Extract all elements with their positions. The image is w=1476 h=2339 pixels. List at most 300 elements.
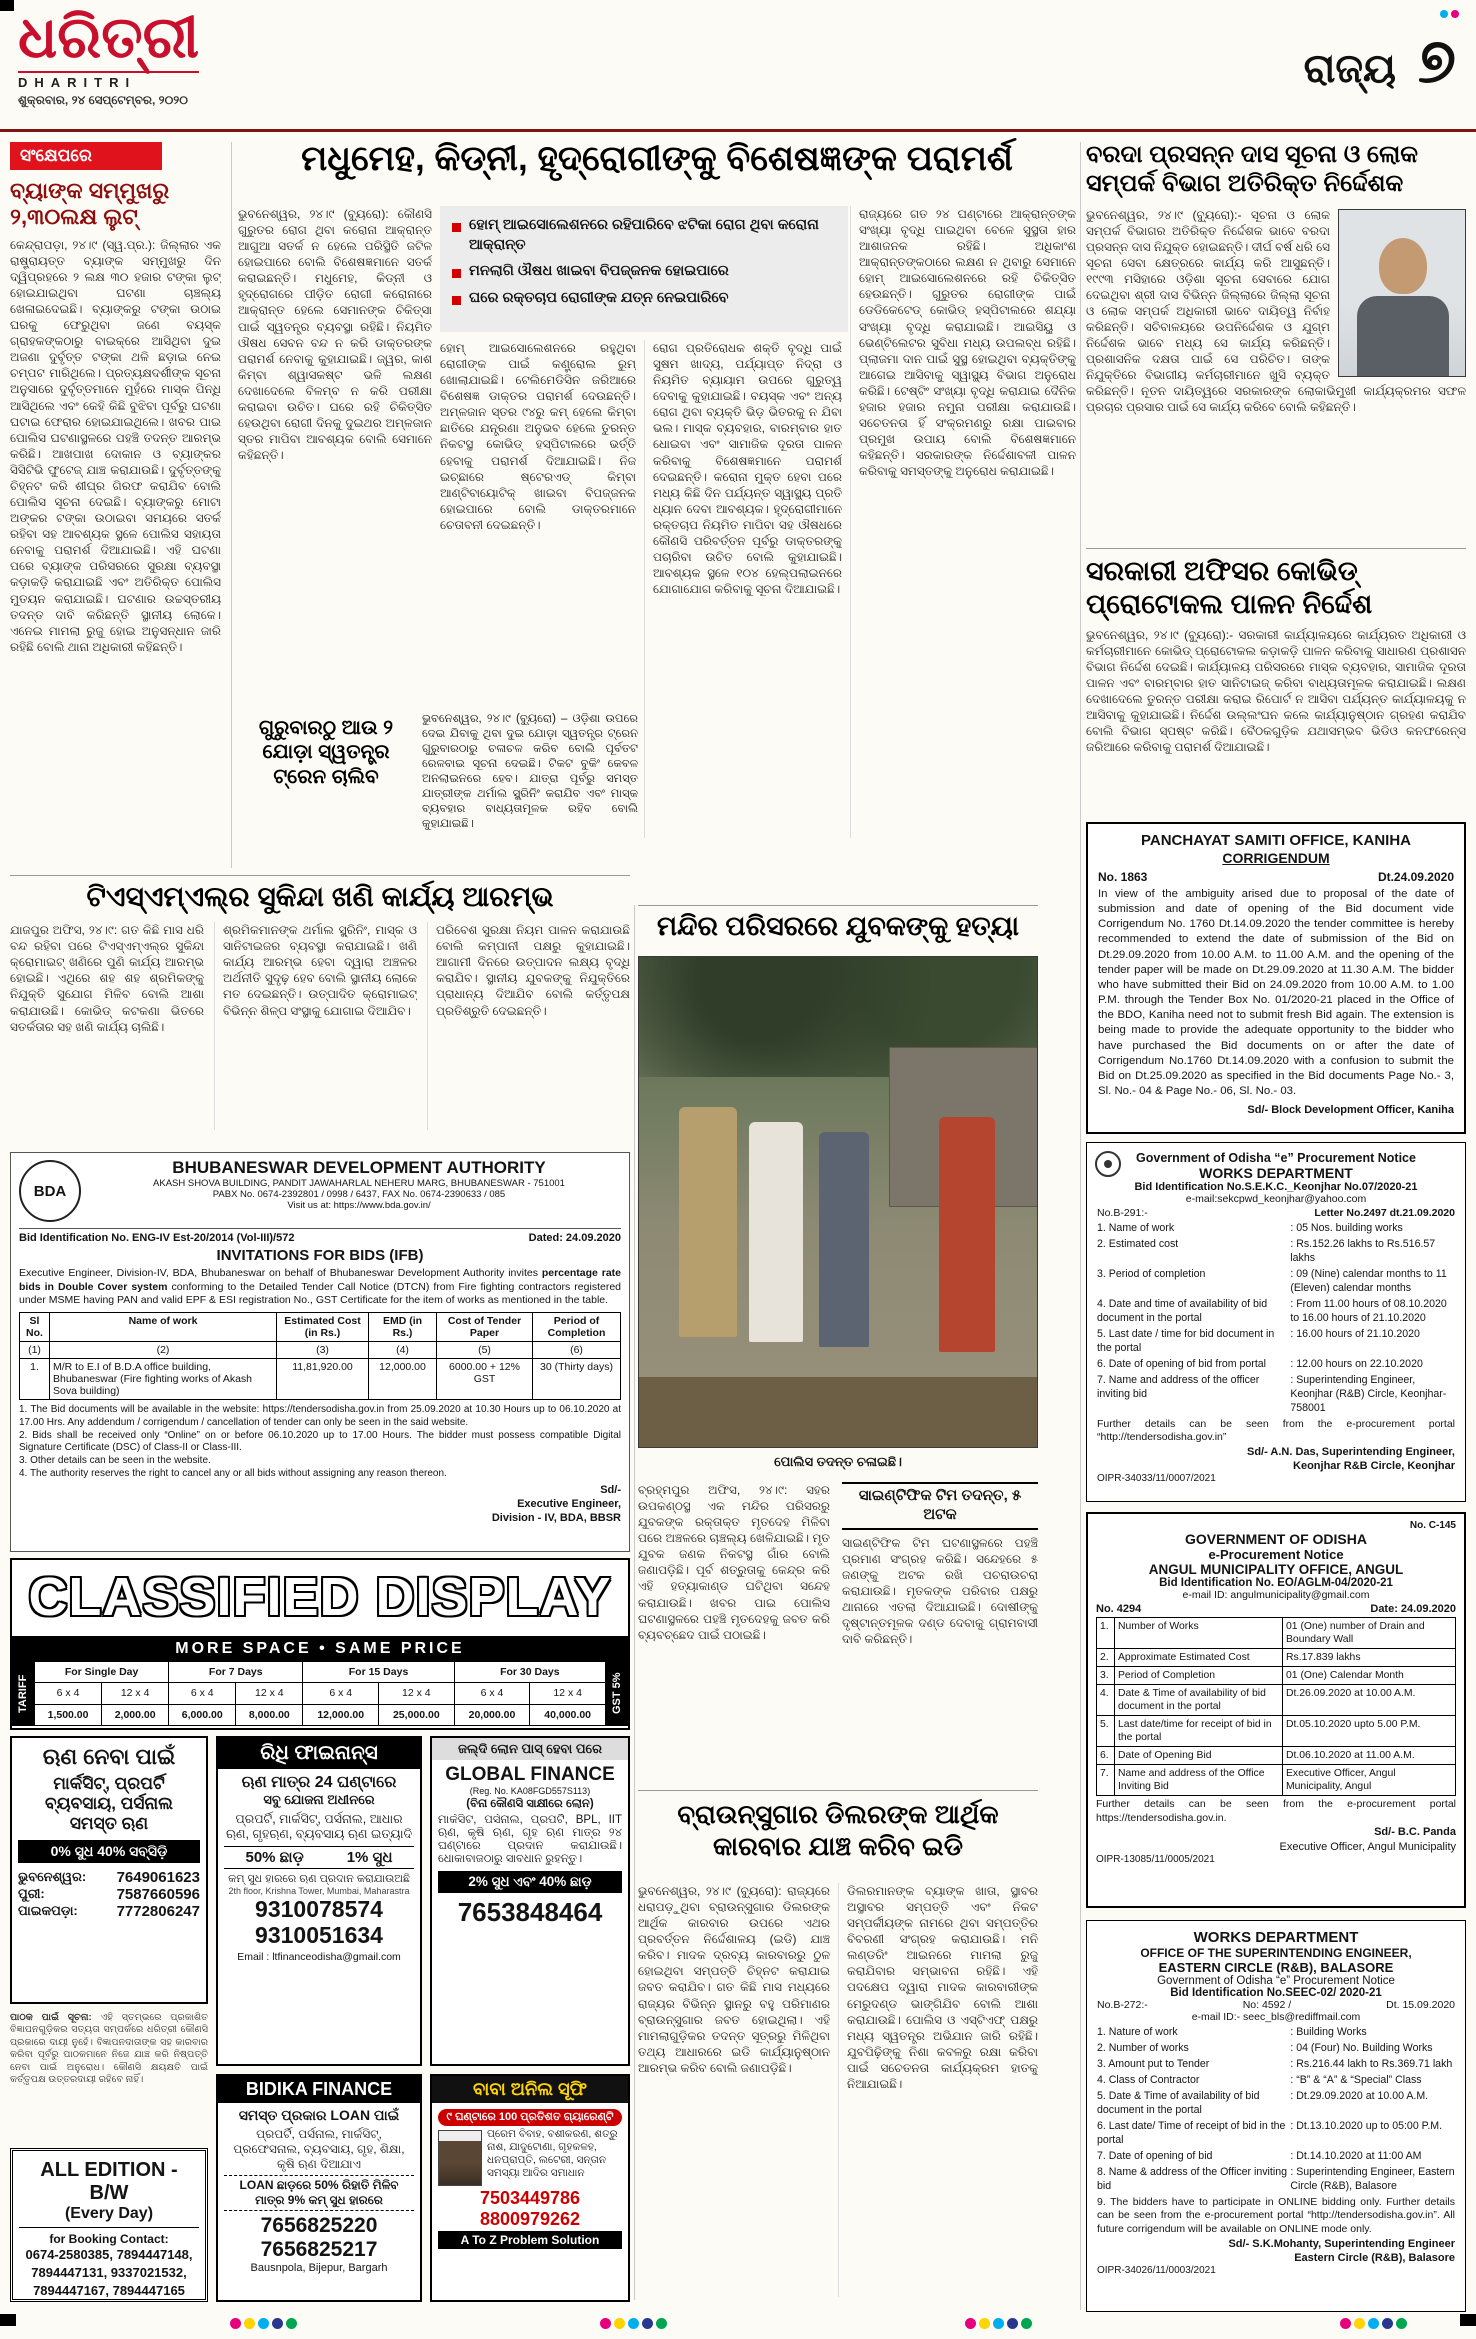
ridhi-note: କମ୍ ସୁଧ ହାରରେ ଋଣ ପ୍ରଦାନ କରାଯାଉଅଛି (228, 1873, 410, 1885)
all-edition-contact-label: for Booking Contact: (49, 2232, 169, 2246)
table-row (1097, 1618, 1456, 1649)
ridhi-name: ରିଧି ଫାଇନାନ୍ସ (218, 1738, 420, 1769)
cyan-dot (258, 2318, 269, 2329)
notice-row (1097, 2026, 1455, 2040)
balasore-email: e-mail ID:- seec_bls@rediffmail.com (1191, 2011, 1361, 2023)
balasore-ref: No.B-272:- (1097, 1999, 1148, 2011)
all-edition-ad (10, 2148, 208, 2302)
bidika-finance-ad (216, 2074, 422, 2302)
highlight-bullet-box (440, 206, 848, 332)
price-cell: 1,500.00 (35, 1704, 102, 1725)
cell-work: M/R to E.I of B.D.A office building, Bhubaneswar (Fire fighting works of Akash Sova building) (50, 1358, 277, 1399)
cyan-mark (1440, 10, 1448, 18)
row-label: 4. Date and time of availability of bid document in the portal (1097, 1297, 1268, 1324)
logo-latin-text: DHARITRI (18, 71, 199, 90)
table-row (20, 1358, 621, 1399)
size-cell: 12 x 4 (102, 1683, 169, 1704)
main-col1: ଭୁବନେଶ୍ୱର, ୨୪।୯ (ବ୍ୟୁରୋ): କୌଣସି ଗୁରୁତର ରୋଗ ଥିବା କରୋନା ଆକ୍ରାନ୍ତ ଆଗୁଆ ସତର୍କ ନ ହେଲେ ପରିସ୍ଥିତି ଜଟିଳ ହୋଇପାରେ ବୋଲି ବିଶେଷଜ୍ଞମାନେ ସତର୍କ କରାଇଛନ୍ତି। ମଧୁମେହ, କିଡ୍‌ନୀ ଓ ହୃଦ୍‌ରୋଗରେ ପୀଡ଼ିତ ରୋଗୀ କରୋନାରେ ଆକ୍ରାନ୍ତ ହେଲେ ସେମାନଙ୍କ ଚିକିତ୍ସା ପାଇଁ ସ୍ୱତନ୍ତ୍ର ବ୍ୟବସ୍ଥା ରହିଛି। ନିୟମିତ ଔଷଧ ସେବନ ବନ୍ଦ ନ କରି ଡାକ୍ତରଙ୍କ ପରାମର୍ଶ ନେବାକୁ କୁହାଯାଇଛି। ଜ୍ୱର, କାଶ କିମ୍ବା ଶ୍ୱାସକଷ୍ଟ ଭଳି ଲକ୍ଷଣ ଦେଖାଦେଲେ ବିଳମ୍ବ ନ କରି ପରୀକ୍ଷା କରାଇବା ଉଚିତ। ଘରେ ରହି ଚିକିତ୍ସିତ ହେଉଥିବା ରୋଗୀ ଦିନକୁ ଦୁଇଥର ଅମ୍ଳଜାନ ସ୍ତର ମାପିବା ଆବଶ୍ୟକ ବୋଲି ସେମାନେ କହିଛନ୍ତି। (238, 207, 432, 463)
tariff-label: TARIFF (12, 1661, 34, 1726)
yellow-dot (244, 2318, 255, 2329)
bda-note: 3. Other details can be seen in the website. (19, 1455, 211, 1467)
cell-emd: 12,000.00 (369, 1358, 437, 1399)
cyan-dot (1368, 2318, 1379, 2329)
bullet-square-icon (452, 269, 461, 278)
magenta-dot (965, 2318, 976, 2329)
row-value: : 04 (Four) No. Building Works (1290, 2042, 1455, 2056)
yellow-dot (614, 2318, 625, 2329)
bidika-sub: ସମସ୍ତ ପ୍ରକାର LOAN ପାଇଁ (238, 2107, 400, 2123)
murder-headline: ମନ୍ଦିର ପରିସରରେ ଯୁବକଙ୍କୁ ହତ୍ୟା (656, 911, 1020, 941)
row-label: 7. Date of opening of bid (1097, 2149, 1213, 2162)
disclaimer-title: ପାଠକ ପାଇଁ ସୂଚନା: (10, 2012, 92, 2023)
notice-row (1097, 2058, 1455, 2072)
angul-sign2: Executive Officer, Angul Municipality (1279, 1840, 1456, 1853)
loan-ad (10, 1736, 208, 2004)
baba-name: ବାବା ଅନିଲ ସୂଫି (432, 2076, 628, 2103)
row-value: : “B” & “A” & “Special” Class (1290, 2074, 1455, 2088)
keonjhar-ref: No.B-291:- (1097, 1207, 1148, 1219)
bda-address1: AKASH SHOVA BUILDING, PANDIT JAWAHARLAL NEHERU MARG, BHUBANESWAR - 751001 (153, 1178, 565, 1189)
murder-col2-wrap (842, 1482, 1038, 1778)
bda-bid-row (19, 1228, 621, 1244)
balasore-ref-row (1097, 1999, 1455, 2011)
phone-label: ପାଇକପଡ଼ା: (18, 1903, 78, 1918)
brief-body: କେନ୍ଦ୍ରାପଡ଼ା, ୨୪।୯ (ସ୍ୱ.ପ୍ର.): ଜିଲ୍ଲାର ଏକ ରାଷ୍ଟ୍ରାୟତ୍ତ ବ୍ୟାଙ୍କ ସମ୍ମୁଖରୁ ଦିନ ଦ୍ୱିପ୍ରହରେ ୨ ଲକ୍ଷ ୩୦ ହଜାର ଟଙ୍କା ଲୁଟ୍ ହୋଇଯାଇଥିବା ଘଟଣା ଚାଞ୍ଚଲ୍ୟ ଖେଳାଇଦେଇଛି। ବ୍ୟାଙ୍କରୁ ଟଙ୍କା ଉଠାଇ ଘରକୁ ଫେରୁଥିବା ଜଣେ ବୟସ୍କ ଗ୍ରାହକଙ୍କଠାରୁ ବାଇକ୍‌ରେ ଆସିଥିବା ଦୁଇ ଅଜଣା ଦୁର୍ବୃତ୍ତ ଟଙ୍କା ଥଳି ଛଡ଼ାଇ ନେଇ ଚମ୍ପଟ ମାରିଥିଲେ। ପ୍ରତ୍ୟକ୍ଷଦର୍ଶୀଙ୍କ ସୂଚନା ଅନୁସାରେ ଦୁର୍ବୃତ୍ତମାନେ ମୁହଁରେ ମାସ୍କ ପିନ୍ଧି ଆସିଥିଲେ ଏବଂ କେହି କିଛି ବୁଝିବା ପୂର୍ବରୁ ଘଟଣା ଘଟାଇ ଫେରାର ହୋଇଯାଇଥିଲେ। ଖବର ପାଇ ପୋଲିସ ଘଟଣାସ୍ଥଳରେ ପହଞ୍ଚି ତଦନ୍ତ ଆରମ୍ଭ କରିଛି। ଆଖପାଖ ଦୋକାନ ଓ ବ୍ୟାଙ୍କର ସିସିଟିଭି ଫୁଟେଜ୍ ଯାଞ୍ଚ କରାଯାଉଛି। ଦୁର୍ବୃତ୍ତଙ୍କୁ ଚିହ୍ନଟ କରି ଶୀଘ୍ର ଗିରଫ କରାଯିବ ବୋଲି ପୋଲିସ ସୂଚନା ଦେଇଛି। ବ୍ୟାଙ୍କରୁ ମୋଟା ଅଙ୍କର ଟଙ୍କା ଉଠାଇବା ସମୟରେ ସତର୍କ ରହିବା ସହ ଆବଶ୍ୟକ ସ୍ଥଳେ ପୋଲିସ ସହାୟତା ନେବାକୁ ପରାମର୍ଶ ଦିଆଯାଇଛି। ଏହି ଘଟଣା ପରେ ବ୍ୟାଙ୍କ ପରିସରରେ ସୁରକ୍ଷା ବ୍ୟବସ୍ଥା କଡ଼ାକଡ଼ି କରାଯାଇଛି ଏବଂ ଅତିରିକ୍ତ ପୋଲିସ ମୁତୟନ କରାଯାଇଛି। ଘଟଣାର ଉଚ୍ଚସ୍ତରୀୟ ତଦନ୍ତ ଦାବି କରିଛନ୍ତି ସ୍ଥାନୀୟ ଲୋକେ। ଏନେଇ ମାମଲା ରୁଜୁ ହୋଇ ଅନୁସନ୍ଧାନ ଜାରି ରହିଛି ବୋଲି ଥାନା ଅଧିକାରୀ କହିଛନ୍ତି। (10, 237, 221, 654)
notice-row (1097, 2042, 1455, 2056)
kaniha-signature: Sd/- Block Development Officer, Kaniha (1247, 1104, 1454, 1117)
row-label: 6. Last date/ Time of receipt of bid in the portal (1097, 2119, 1286, 2146)
kaniha-title: PANCHAYAT SAMITI OFFICE, KANIHA (1140, 832, 1411, 849)
table-row (1097, 1765, 1456, 1796)
bda-note: 2. Bids shall be received only “Online” on or before 06.10.2020 up to 17.00 Hours. The bidder must possess compatible Digital Signature Certificate (DSC) of Class-II or Class-III. (19, 1429, 621, 1454)
magenta-dot (230, 2318, 241, 2329)
bda-logo: BDA (19, 1160, 81, 1222)
notice-row (1097, 2090, 1455, 2118)
magenta-mark (1451, 10, 1459, 18)
tsml-headline: ଟିଏସ୍‌ଏମ୍‌ଏଲ୍‌ର ସୁକିନ୍ଦା ଖଣି କାର୍ଯ୍ୟ ଆରମ୍ଭ (86, 881, 554, 912)
disclaimer-body: ଏହି ସ୍ତମ୍ଭରେ ପ୍ରକାଶିତ ବିଜ୍ଞାପନଗୁଡ଼ିକର ସତ୍ୟତା ସମ୍ପର୍କରେ ଧରିତ୍ରୀ କୌଣସି ପ୍ରକାରେ ଦାୟୀ ନୁହେଁ। ବିଜ୍ଞାପନଦାତାଙ୍କ ସହ କାରବାର କରିବା ପୂର୍ବରୁ ପାଠକମାନେ ନିଜେ ଯାଞ୍ଚ କରି ନିଷ୍ପତ୍ତି ନେବା ପାଇଁ ଅନୁରୋଧ। କୌଣସି କ୍ଷୟକ୍ଷତି ପାଇଁ କର୍ତ୍ତୃପକ୍ଷ ଉତ୍ତରଦାୟୀ ରହିବେ ନାହିଁ। (10, 2012, 208, 2086)
bda-website: Visit us at: https://www.bda.gov.in/ (287, 1200, 431, 1211)
col-header: Name of work (50, 1312, 277, 1341)
color-bar (230, 2316, 300, 2334)
row-label: 3. Period of completion (1097, 1267, 1206, 1280)
balasore-procurement-notice (1086, 1920, 1466, 2312)
portrait-face (1379, 238, 1427, 294)
print-registration-mark (0, 2314, 16, 2326)
covid-protocol-article (1086, 548, 1466, 814)
bda-sd: Sd/- (600, 1483, 621, 1496)
phone-row (18, 1903, 200, 1920)
bda-address2: PABX No. 0674-2392801 / 0998 / 6437, FAX No. 0674-2390633 / 085 (212, 1189, 506, 1200)
row-value: : Dt.29.09.2020 at 10.00 A.M. (1290, 2090, 1455, 2118)
size-cell: 6 x 4 (454, 1683, 530, 1704)
notice-row (1097, 1238, 1455, 1266)
cell-value: Dt.06.10.2020 at 11.00 A.M. (1283, 1747, 1456, 1765)
cell-value: Dt.26.09.2020 at 10.00 A.M. (1283, 1685, 1456, 1716)
col-num: (4) (369, 1341, 437, 1358)
tariff-table (34, 1661, 606, 1726)
cell-label: Date of Opening Bid (1115, 1747, 1283, 1765)
main-headline: ମଧୁମେହ, କିଡ୍‌ନୀ, ହୃଦ୍‌ରୋଗୀଙ୍କୁ ବିଶେଷଜ୍ଞଙ୍କ ପରାମର୍ଶ (301, 139, 1013, 178)
cell-num: 2. (1097, 1649, 1115, 1667)
baba-phone2: 8800979262 (479, 2208, 581, 2229)
cyan-dot (628, 2318, 639, 2329)
angul-number: No. 4294 (1096, 1603, 1142, 1615)
row-value: : Rs.152.26 lakhs to Rs.516.57 lakhs (1290, 1238, 1455, 1266)
main-col4: ରାଜ୍ୟରେ ଗତ ୨୪ ଘଣ୍ଟାରେ ଆକ୍ରାନ୍ତଙ୍କ ସଂଖ୍ୟା ବୃଦ୍ଧି ପାଇଥିବା ବେଳେ ସୁସ୍ଥତା ହାର ଆଶାଜନକ ରହିଛି। ଅଧିକାଂଶ ଆକ୍ରାନ୍ତଙ୍କଠାରେ ଲକ୍ଷଣ ନ ଥିବାରୁ ସେମାନେ ହୋମ୍ ଆଇସୋଲେଶନରେ ରହି ଚିକିତ୍ସିତ ହେଉଛନ୍ତି। ଗୁରୁତର ରୋଗୀଙ୍କ ପାଇଁ ଡେଡିକେଟେଡ୍ କୋଭିଡ୍ ହସ୍ପିଟାଲରେ ଶଯ୍ୟା ସଂଖ୍ୟା ବୃଦ୍ଧି କରାଯାଇଛି। ଆଇସିୟୁ ଓ ଭେଣ୍ଟିଲେଟର ସୁବିଧା ମଧ୍ୟ ଉପଲବ୍ଧ ରହିଛି। ପ୍ଲାଜମା ଦାନ ପାଇଁ ସୁସ୍ଥ ହୋଇଥିବା ବ୍ୟକ୍ତିଙ୍କୁ ଆଗେଇ ଆସିବାକୁ ସ୍ୱାସ୍ଥ୍ୟ ବିଭାଗ ଅନୁରୋଧ କରିଛି। ଟେଷ୍ଟିଂ ସଂଖ୍ୟା ବୃଦ୍ଧି କରାଯାଇ ଦୈନିକ ହଜାର ହଜାର ନମୁନା ପରୀକ୍ଷା କରାଯାଉଛି। ସଚେତନତା ହିଁ ସଂକ୍ରମଣରୁ ରକ୍ଷା ପାଇବାର ପ୍ରମୁଖ ଉପାୟ ବୋଲି ବିଶେଷଜ୍ଞମାନେ କହିଛନ୍ତି। ସରକାରଙ୍କ ନିର୍ଦ୍ଦେଶାବଳୀ ପାଳନ କରିବାକୁ ସମସ୍ତଙ୍କୁ ଅନୁରୋଧ କରାଯାଇଛି। (850, 206, 1076, 838)
print-color-marks (1440, 5, 1462, 23)
balasore-heading4: Government of Odisha “e” Procurement Notice (1157, 1975, 1395, 1987)
classified-title: CLASSIFIED DISPLAY (28, 1567, 612, 1627)
cell-label: Period of Completion (1115, 1667, 1283, 1685)
angul-ref-row (1096, 1603, 1456, 1615)
murder-col1: ବ୍ରହ୍ମପୁର ଅଫିସ, ୨୪।୯: ସହର ଉପକଣ୍ଠସ୍ଥ ଏକ ମନ୍ଦିର ପରିସରରୁ ଯୁବକଙ୍କ ରକ୍ତାକ୍ତ ମୃତଦେହ ମିଳିବା ପରେ ଅଞ୍ଚଳରେ ଚାଞ୍ଚଲ୍ୟ ଖେଳିଯାଇଛି। ମୃତ ଯୁବକ ଜଣକ ନିକଟସ୍ଥ ଗାଁର ବୋଲି ଜଣାପଡ଼ିଛି। ପୂର୍ବ ଶତ୍ରୁତାକୁ କେନ୍ଦ୍ର କରି ଏହି ହତ୍ୟାକାଣ୍ଡ ଘଟିଥିବା ସନ୍ଦେହ କରାଯାଉଛି। ଖବର ପାଇ ପୋଲିସ ଘଟଣାସ୍ଥଳରେ ପହଞ୍ଚି ମୃତଦେହକୁ ଜବତ କରି ବ୍ୟବଚ୍ଛେଦ ପାଇଁ ପଠାଇଛି। (638, 1483, 830, 1642)
loan-ad-line: ସମସ୍ତ ଋଣ (69, 1814, 149, 1833)
keonjhar-letter-no: Letter No.2497 dt.21.09.2020 (1314, 1207, 1455, 1219)
yellow-dot (979, 2318, 990, 2329)
notice-row (1097, 2166, 1455, 2194)
phone-number: 7772806247 (116, 1903, 200, 1920)
row-value: : 05 Nos. building works (1290, 1222, 1455, 1236)
balasore-bid-no: Bid Identification No.SEEC-02/ 2020-21 (1170, 1987, 1382, 1999)
col-header: Cost of Tender Paper (437, 1312, 533, 1341)
bda-sign1: Executive Engineer, (517, 1498, 621, 1510)
train-sub-article (238, 712, 638, 840)
size-cell: 6 x 4 (35, 1683, 102, 1704)
global-phone: 7653848464 (457, 1897, 603, 1927)
green-dot (656, 2318, 667, 2329)
all-edition-line2: (Every Day) (19, 2205, 199, 2228)
murder-subheadline: ସାଇଣ୍ଟିଫିକ ଟିମ ତଦନ୍ତ, ୫ ଅଟକ (842, 1482, 1038, 1530)
tariff-size-row (35, 1683, 606, 1704)
classified-tagline: MORE SPACE • SAME PRICE (12, 1636, 628, 1661)
baba-body: ପ୍ରେମ ବିବାହ, ବଶୀକରଣ, ଶତ୍ରୁ ନାଶ, ଯାଦୁଟୋଣା, ଗୃହକଳହ, ଧନପ୍ରାପ୍ତି, ଲଟେରୀ, ସନ୍ତାନ ସମସ୍ୟା ଆଦିର ସମାଧାନ (487, 2128, 618, 2179)
brief-section-label: ସଂକ୍ଷେପରେ (10, 142, 162, 170)
murder-col2: ସାଇଣ୍ଟିଫିକ ଟିମ ଘଟଣାସ୍ଥଳରେ ପହଞ୍ଚି ପ୍ରମାଣ ସଂଗ୍ରହ କରିଛି। ସନ୍ଦେହରେ ୫ ଜଣଙ୍କୁ ଅଟକ ରଖି ପଚରାଉଚରା କରାଯାଉଛି। ମୃତକଙ୍କ ପରିବାର ପକ୍ଷରୁ ଥାନାରେ ଏତଲା ଦିଆଯାଇଛି। ଦୋଷୀଙ୍କୁ ଦୃଷ୍ଟାନ୍ତମୂଳକ ଦଣ୍ଡ ଦେବାକୁ ଗ୍ରାମବାସୀ ଦାବି କରିଛନ୍ତି। (842, 1535, 1038, 1646)
baba-phone1: 7503449786 (479, 2188, 581, 2208)
column-rule (1080, 142, 1081, 2310)
row-label: 2. Number of works (1097, 2041, 1189, 2054)
global-sub: (ବିନା କୌଣସି ସାକ୍ଷୀରେ ଲୋନ) (466, 1798, 594, 1810)
brownsugar-col2: ଡିଲରମାନଙ୍କ ବ୍ୟାଙ୍କ ଖାତା, ସ୍ଥାବର ଅସ୍ଥାବର ସମ୍ପତ୍ତି ଏବଂ ନିକଟ ସମ୍ପର୍କୀୟଙ୍କ ନାମରେ ଥିବା ସମ୍ପତ୍ତିର ବିବରଣୀ ସଂଗ୍ରହ କରାଯାଉଛି। ମନି ଲଣ୍ଡରିଂ ଆଇନରେ ମାମଲା ରୁଜୁ କରାଯିବାର ସମ୍ଭାବନା ରହିଛି। ଏହି ପଦକ୍ଷେପ ଦ୍ୱାରା ମାଦକ କାରବାରୀଙ୍କ ମେରୁଦଣ୍ଡ ଭାଙ୍ଗିଯିବ ବୋଲି ଆଶା କରାଯାଉଛି। ପୋଲିସ ଓ ଏସ୍‌ଟିଏଫ୍ ପକ୍ଷରୁ ମଧ୍ୟ ସ୍ୱତନ୍ତ୍ର ଅଭିଯାନ ଜାରି ରହିଛି। ଯୁବପିଢ଼ିଙ୍କୁ ନିଶା କବଳରୁ ରକ୍ଷା କରିବା ପାଇଁ ସଚେତନତା କାର୍ଯ୍ୟକ୍ରମ ହାତକୁ ନିଆଯାଇଛି। (838, 1883, 1038, 2297)
angul-bid-no: Bid Identification No. EO/AGLM-04/2020-21 (1159, 1577, 1393, 1589)
ridhi-phone2: 9310051634 (255, 1922, 383, 1949)
keonjhar-sign2: Keonjhar R&B Circle, Keonjhar (1293, 1460, 1455, 1473)
cell-label: Number of Works (1115, 1618, 1283, 1649)
cell-num: 1. (1097, 1618, 1115, 1649)
kaniha-corrigendum-notice (1086, 822, 1466, 1134)
ridhi-email: Email : ltfinanceodisha@gmail.com (237, 1950, 401, 1963)
keonjhar-heading2: WORKS DEPARTMENT (1199, 1165, 1353, 1181)
kaniha-date: Dt.24.09.2020 (1377, 870, 1454, 884)
photo-figure-khaki (679, 1107, 737, 1337)
col-header: Estimated Cost (in Rs.) (277, 1312, 369, 1341)
bidika-phone2: 7656825217 (260, 2238, 378, 2262)
main-article (238, 140, 1076, 840)
photo-figure-red (939, 1117, 995, 1352)
table-header-row (20, 1312, 621, 1341)
section-header (1304, 26, 1456, 98)
group-header: For Single Day (35, 1662, 169, 1683)
table-row (1097, 1747, 1456, 1765)
classified-display (10, 1558, 630, 1730)
bidika-address: Bausnpola, Bijepur, Bargarh (250, 2262, 388, 2275)
murder-article (638, 905, 1038, 1783)
keonjhar-ref-row (1097, 1207, 1455, 1219)
bda-name: BHUBANESWAR DEVELOPMENT AUTHORITY (172, 1158, 546, 1177)
col-header: EMD (in Rs.) (369, 1312, 437, 1341)
bda-note: 1. The Bid documents will be available in the website: https://tendersodisha.gov.in from 25.09.2020 at 10.30 Hours up to 06.10.2020 at 17.00 Hrs. Any addendum / corrigendum / cancellation of tender can only be seen in the said website. (19, 1403, 621, 1428)
row-value: : 16.00 hours of 21.10.2020 (1290, 1328, 1455, 1356)
masthead (0, 0, 1476, 132)
main-col2: ହୋମ୍ ଆଇସୋଲେଶନରେ ରହୁଥିବା ରୋଗୀଙ୍କ ପାଇଁ କଣ୍ଟ୍ରୋଲ ରୁମ୍ ଖୋଲାଯାଇଛି। ଟେଲିମେଡିସିନ ଜରିଆରେ ବିଶେଷଜ୍ଞ ଡାକ୍ତର ପରାମର୍ଶ ଦେଉଛନ୍ତି। ଅମ୍ଳଜାନ ସ୍ତର ୯୪ରୁ କମ୍ ହେଲେ କିମ୍ବା ଛାତିରେ ଯନ୍ତ୍ରଣା ଅନୁଭବ ହେଲେ ତୁରନ୍ତ ନିକଟସ୍ଥ କୋଭିଡ୍ ହସ୍ପିଟାଲରେ ଭର୍ତ୍ତି ହେବାକୁ ପରାମର୍ଶ ଦିଆଯାଇଛି। ନିଜ ଇଚ୍ଛାରେ ଷ୍ଟେରଏଡ୍ କିମ୍ବା ଆଣ୍ଟିବାୟୋଟିକ୍ ଖାଇବା ବିପଜ୍ଜନକ ହୋଇପାରେ ବୋଲି ଡାକ୍ତରମାନେ ଚେତାବନୀ ଦେଇଛନ୍ତି। (440, 341, 636, 532)
row-value: : Building Works (1290, 2026, 1455, 2040)
blue-dot (1382, 2318, 1393, 2329)
size-cell: 6 x 4 (169, 1683, 236, 1704)
photo-figure-white (749, 1122, 803, 1342)
bullet-item (452, 262, 836, 282)
bda-dated: Dated: 24.09.2020 (528, 1232, 621, 1244)
notice-row (1097, 1374, 1455, 1416)
bda-table (19, 1312, 621, 1400)
train-headline: ଗୁରୁବାରଠୁ ଆଉ ୨ ଯୋଡ଼ା ସ୍ୱତନ୍ତ୍ର ଟ୍ରେନ ଚାଲିବ (258, 717, 394, 788)
table-number-row (20, 1341, 621, 1358)
global-body: ମାର୍କସିଟ, ପର୍ସନାଲ, ପ୍ରପର୍ଟି, BPL, IIT ଋଣ, କୃଷି ଋଣ, ଗୃହ ଋଣ ମାତ୍ର ୨୪ ଘଣ୍ଟାରେ ପ୍ରଦାନ କରାଯାଉଛି। ଧୋକାବାଜଠାରୁ ସାବଧାନ ରୁହନ୍ତୁ। (438, 1814, 622, 1865)
row-value: : From 11.00 hours of 08.10.2020 to 16.00 hours of 21.10.2020 (1290, 1298, 1455, 1326)
row-label: 7. Name and address of the officer inviting bid (1097, 1373, 1260, 1400)
bullet-square-icon (452, 223, 461, 232)
row-value: : Superintending Engineer, Keonjhar (R&B) Circle, Keonjhar-758001 (1290, 1374, 1455, 1416)
keonjhar-oipr: OIPR-34033/11/0007/2021 (1097, 1473, 1216, 1485)
price-cell: 6,000.00 (169, 1704, 236, 1725)
bullet-text: ଘରେ ରକ୍ତଚାପ ରୋଗୀଙ୍କ ଯତ୍ନ ନେଇପାରିବେ (469, 289, 729, 306)
angul-date: Date: 24.09.2020 (1370, 1603, 1456, 1615)
brief-column (10, 142, 232, 868)
angul-heading2: e-Procurement Notice (1208, 1547, 1344, 1562)
gst-label: GST 5% (606, 1661, 628, 1726)
cell-value: 01 (One) number of Drain and Boundary Wall (1283, 1618, 1456, 1649)
blue-dot (1007, 2318, 1018, 2329)
tsml-col1: ଯାଜପୁର ଅଫିସ, ୨୪।୯: ଗତ କିଛି ମାସ ଧରି ବନ୍ଦ ରହିବା ପରେ ଟିଏସ୍‌ଏମ୍‌ଏଲ୍‌ର ସୁକିନ୍ଦା କ୍ରୋମାଇଟ୍ ଖଣିରେ ପୁଣି କାର୍ଯ୍ୟ ଆରମ୍ଭ ହୋଇଛି। ଏଥିରେ ଶହ ଶହ ଶ୍ରମିକଙ୍କୁ ନିଯୁକ୍ତି ସୁଯୋଗ ମିଳିବ ବୋଲି ଆଶା କରାଯାଉଛି। କୋଭିଡ୍ କଟକଣା ଭିତରେ ସତର୍କତାର ସହ ଖଣି କାର୍ଯ୍ୟ ଚାଲିଛି। (10, 923, 204, 1034)
ridhi-finance-ad (216, 1736, 422, 2066)
baba-anil-ad (430, 2074, 630, 2302)
newspaper-logo (18, 5, 200, 108)
bullet-item (452, 216, 836, 255)
col-header: Sl No. (20, 1312, 50, 1341)
bda-note: 4. The authority reserves the right to cancel any or all bids without assigning any reason thereon. (19, 1467, 447, 1479)
col-num: (2) (50, 1341, 277, 1358)
size-cell: 12 x 4 (530, 1683, 606, 1704)
notice-row (1097, 1222, 1455, 1236)
price-cell: 40,000.00 (530, 1704, 606, 1725)
balasore-date: Dt. 15.09.2020 (1386, 1999, 1455, 2011)
notice-row (1097, 1328, 1455, 1356)
angul-table (1096, 1617, 1456, 1796)
loan-ad-offer: 0% ସୁଧ 40% ସବ୍‌ସିଡ଼ି (18, 1840, 200, 1863)
ridhi-offer1: 50% ଛାଡ଼ (245, 1849, 304, 1866)
row-value: : Dt.13.10.2020 up to 05:00 P.M. (1290, 2120, 1455, 2148)
bda-intro-a: Executive Engineer, Division-IV, BDA, Bhubaneswar on behalf of Bhubaneswar Development Authority invites (19, 1267, 542, 1279)
bullet-text: ହୋମ୍ ଆଇସୋଲେଶନରେ ରହିପାରିବେ ଝଟିକା ରୋଗ ଥିବା କରୋନା ଆକ୍ରାନ୍ତ (469, 217, 819, 253)
keonjhar-bid-no: Bid Identification No.S.E.K.C._Keonjhar No.07/2020-21 (1134, 1181, 1418, 1193)
magenta-dot (600, 2318, 611, 2329)
row-label: 2. Estimated cost (1097, 1237, 1179, 1250)
covid-protocol-headline: ସରକାରୀ ଅଫିସର କୋଭିଡ୍‌ ପ୍ରୋଟୋକଲ ପାଳନ ନିର୍ଦ୍ଦେଶ (1086, 556, 1373, 619)
cell-num: 4. (1097, 1685, 1115, 1716)
green-dot (1396, 2318, 1407, 2329)
price-cell: 25,000.00 (379, 1704, 455, 1725)
blue-dot (272, 2318, 283, 2329)
ridhi-address: 2th floor, Krishna Tower, Mumbai, Maharastra (228, 1886, 410, 1896)
kaniha-subtitle: CORRIGENDUM (1222, 850, 1330, 866)
print-footer-marks (0, 2312, 1476, 2336)
yellow-dot (1354, 2318, 1365, 2329)
bullet-item (452, 289, 836, 309)
print-registration-mark (1460, 2314, 1476, 2326)
color-bar (600, 2316, 670, 2334)
tsml-col2: ଶ୍ରମିକମାନଙ୍କ ଥର୍ମାଲ ସ୍କ୍ରିନିଂ, ମାସ୍କ ଓ ସାନିଟାଇଜର ବ୍ୟବସ୍ଥା କରାଯାଇଛି। ଖଣି କାର୍ଯ୍ୟ ଆରମ୍ଭ ହେବା ଦ୍ୱାରା ଅଞ୍ଚଳର ଅର୍ଥନୀତି ସୁଦୃଢ଼ ହେବ ବୋଲି ସ୍ଥାନୀୟ ଲୋକେ ମତ ଦେଇଛନ୍ତି। ଉତ୍ପାଦିତ କ୍ରୋମାଇଟ୍ ବିଭିନ୍ନ ଶିଳ୍ପ ସଂସ୍ଥାକୁ ଯୋଗାଇ ଦିଆଯିବ। (214, 922, 417, 1130)
angul-heading1: GOVERNMENT OF ODISHA (1184, 1531, 1367, 1547)
main-col3: ରୋଗ ପ୍ରତିରୋଧକ ଶକ୍ତି ବୃଦ୍ଧି ପାଇଁ ସୁଷମ ଖାଦ୍ୟ, ପର୍ଯ୍ୟାପ୍ତ ନିଦ୍ରା ଓ ନିୟମିତ ବ୍ୟାୟାମ ଉପରେ ଗୁରୁତ୍ୱ ଦେବାକୁ କୁହାଯାଇଛି। ବୟସ୍କ ଏବଂ ଅନ୍ୟ ରୋଗ ଥିବା ବ୍ୟକ୍ତି ଭିଡ଼ ଭିତରକୁ ନ ଯିବା ଭଲ। ମାସ୍କ ବ୍ୟବହାର, ବାରମ୍ବାର ହାତ ଧୋଇବା ଏବଂ ସାମାଜିକ ଦୂରତା ପାଳନ କରିବାକୁ ବିଶେଷଜ୍ଞମାନେ ପରାମର୍ଶ ଦେଇଛନ୍ତି। କରୋନା ମୁକ୍ତ ହେବା ପରେ ମଧ୍ୟ କିଛି ଦିନ ପର୍ଯ୍ୟନ୍ତ ସ୍ୱାସ୍ଥ୍ୟ ପ୍ରତି ଧ୍ୟାନ ଦେବା ଆବଶ୍ୟକ। ହୃଦ୍‌ରୋଗୀମାନେ ରକ୍ତଚାପ ନିୟମିତ ମାପିବା ସହ ଔଷଧରେ କୌଣସି ପରିବର୍ତ୍ତନ ପୂର୍ବରୁ ଡାକ୍ତରଙ୍କୁ ପଚାରିବା ଉଚିତ ବୋଲି କୁହାଯାଇଛି। ଆବଶ୍ୟକ ସ୍ଥଳେ ୧୦୪ ହେଲ୍ପଲାଇନରେ ଯୋଗାଯୋଗ କରିବାକୁ ସୂଚନା ଦିଆଯାଇଛି। (644, 340, 842, 838)
bidika-phone1: 7656825220 (260, 2214, 378, 2237)
keonjhar-procurement-notice (1086, 1142, 1466, 1502)
section-label: ରାଜ୍ୟ (1303, 47, 1397, 91)
appointment-body: ଭୁବନେଶ୍ୱର, ୨୪।୯ (ବ୍ୟୁରୋ):- ସୂଚନା ଓ ଲୋକ ସମ୍ପର୍କ ବିଭାଗର ଅତିରିକ୍ତ ନିର୍ଦ୍ଦେଶକ ଭାବେ ବରଦା ପ୍ରସନ୍ନ ଦାସ ନିଯୁକ୍ତ ହୋଇଛନ୍ତି। ଦୀର୍ଘ ବର୍ଷ ଧରି ସେ ସୂଚନା ସେବା କ୍ଷେତ୍ରରେ କାର୍ଯ୍ୟ କରି ଆସୁଛନ୍ତି। ୧୯୯୩ ମସିହାରେ ଓଡ଼ିଶା ସୂଚନା ସେବାରେ ଯୋଗ ଦେଇଥିବା ଶ୍ରୀ ଦାସ ବିଭିନ୍ନ ଜିଲ୍ଲାରେ ଜିଲ୍ଲା ସୂଚନା ଓ ଲୋକ ସମ୍ପର୍କ ଅଧିକାରୀ ଭାବେ ଦାୟିତ୍ୱ ନିର୍ବାହ କରିଛନ୍ତି। ସଚିବାଳୟରେ ଉପନିର୍ଦ୍ଦେଶକ ଓ ଯୁଗ୍ମ ନିର୍ଦ୍ଦେଶକ ଭାବେ ମଧ୍ୟ ସେ କାର୍ଯ୍ୟ କରିଛନ୍ତି। ପ୍ରଶାସନିକ ଦକ୍ଷତା ପାଇଁ ସେ ପରିଚିତ। ତାଙ୍କ ନିଯୁକ୍ତିରେ ବିଭାଗୀୟ କର୍ମଚାରୀମାନେ ଖୁସି ବ୍ୟକ୍ତ କରିଛନ୍ତି। ନୂତନ ଦାୟିତ୍ୱରେ ସରକାରଙ୍କ ଲୋକାଭିମୁଖୀ କାର୍ଯ୍ୟକ୍ରମର ସଫଳ ପ୍ରଚାର ପ୍ରସାର ପାଇଁ ସେ କାର୍ଯ୍ୟ କରିବେ ବୋଲି କହିଛନ୍ତି। (1086, 207, 1466, 415)
bda-notice (10, 1152, 630, 1552)
odisha-emblem-icon (1095, 1151, 1121, 1177)
col-header: Period of Completion (533, 1312, 621, 1341)
photo-figure-blue (819, 1132, 869, 1347)
row-value: : Dt.14.10.2020 at 11:00 AM (1290, 2150, 1455, 2164)
print-registration-mark (0, 0, 14, 11)
photo-caption: ପୋଲିସ ତଦନ୍ତ ଚଳାଇଛି। (774, 1454, 902, 1469)
phone-row (18, 1886, 200, 1903)
notice-row (1097, 2120, 1455, 2148)
notice-row (1097, 1358, 1455, 1372)
keonjhar-heading1: Government of Odisha “e” Procurement Notice (1136, 1151, 1416, 1165)
cell-num: 6. (1097, 1747, 1115, 1765)
phone-number: 7587660596 (116, 1886, 200, 1903)
bda-intro-b: percentage rate bids in Double Cover system (19, 1267, 621, 1293)
notice-row (1097, 2074, 1455, 2088)
notice-row (1097, 1268, 1455, 1296)
cell-value: 01 (One) Calendar Month (1283, 1667, 1456, 1685)
row-value: : Superintending Engineer, Eastern Circle (R&B), Balasore (1290, 2166, 1455, 2194)
row-label: 5. Last date / time for bid document in the portal (1097, 1327, 1275, 1354)
bda-intro (19, 1267, 621, 1308)
portrait-photo (1338, 209, 1466, 377)
cell-label: Approximate Estimated Cost (1115, 1649, 1283, 1667)
col-num: (3) (277, 1341, 369, 1358)
col-num: (6) (533, 1341, 621, 1358)
bda-intro-c: conforming to the Detailed Tender Call Notice (DTCN) from Fire fighting contractors registered under MSME having PAN and valid EPF & ESI registration No., GST Certificate for the item of works as mentioned in the table. (19, 1280, 621, 1307)
table-row (1097, 1685, 1456, 1716)
reader-disclaimer (10, 2012, 208, 2142)
balasore-oipr: OIPR-34026/11/0003/2021 (1097, 2265, 1216, 2277)
angul-procurement-notice (1086, 1512, 1466, 1908)
bidika-offer: LOAN ଛାଡ଼ରେ 50% ରିହାତି ମିଳିବ ମାତ୍ର 9% କମ୍ ସୁଧ ହାରରେ (224, 2175, 414, 2211)
page-number: ୭ (1418, 27, 1456, 96)
baba-footer: A To Z Problem Solution (438, 2231, 622, 2249)
price-cell: 12,000.00 (303, 1704, 379, 1725)
ridhi-offer-row (224, 1846, 414, 1869)
balasore-heading1: WORKS DEPARTMENT (1193, 1929, 1359, 1946)
cell-label: Name and address of the Office Inviting Bid (1115, 1765, 1283, 1796)
col-num: (1) (20, 1341, 50, 1358)
group-header: For 7 Days (169, 1662, 303, 1683)
cell-value: Executive Officer, Angul Municipality, Angul (1283, 1765, 1456, 1796)
baba-badge: ୯ ଘଣ୍ଟାରେ 100 ପ୍ରତିଶତ ଗ୍ୟାରେଣ୍ଟି (438, 2109, 622, 2126)
bullet-text: ମନଲାଗି ଔଷଧ ଖାଇବା ବିପଜ୍ଜନକ ହୋଇପାରେ (469, 263, 729, 280)
cell-value: Dt.05.10.2020 upto 5.00 P.M. (1283, 1716, 1456, 1747)
cell-value: Rs.17.839 lakhs (1283, 1649, 1456, 1667)
train-body: ଭୁବନେଶ୍ୱର, ୨୪।୯ (ବ୍ୟୁରୋ) – ଓଡ଼ିଶା ଉପରେ ଦେଇ ଯିବାକୁ ଥିବା ଦୁଇ ଯୋଡ଼ା ସ୍ୱତନ୍ତ୍ର ଟ୍ରେନ ଗୁରୁବାରଠାରୁ ଚଳାଚଳ କରିବ ବୋଲି ପୂର୍ବତଟ ରେଳବାଇ ସୂଚନା ଦେଇଛି। ଟିକଟ ବୁକିଂ କେବଳ ଅନଲାଇନରେ ହେବ। ଯାତ୍ରା ପୂର୍ବରୁ ସମସ୍ତ ଯାତ୍ରୀଙ୍କ ଥର୍ମାଲ ସ୍କ୍ରିନିଂ କରାଯିବ ଏବଂ ମାସ୍କ ବ୍ୟବହାର ବାଧ୍ୟତାମୂଳକ ରହିବ ବୋଲି କୁହାଯାଇଛି। (422, 713, 638, 830)
cell-period: 30 (Thirty days) (533, 1358, 621, 1399)
ridhi-offer2: 1% ସୁଧ (346, 1849, 393, 1866)
global-tagline: ଜଲ୍‌ଦି ଲୋନ ପାସ୍ ହେବା ପରେ (432, 1738, 628, 1760)
angul-email: e-mail ID: angulmunicipality@gmail.com (1182, 1589, 1370, 1601)
all-edition-line1: ALL EDITION - B/W (40, 2159, 178, 2204)
table-row (1097, 1667, 1456, 1685)
size-cell: 6 x 4 (303, 1683, 379, 1704)
cell-label: Date & Time of availability of bid document in the portal (1115, 1685, 1283, 1716)
size-cell: 12 x 4 (236, 1683, 303, 1704)
magenta-dot (1340, 2318, 1351, 2329)
tariff-group-row (35, 1662, 606, 1683)
loan-ad-line: ବ୍ୟବସାୟ, ପର୍ସନାଲ (45, 1794, 173, 1813)
size-cell: 12 x 4 (379, 1683, 455, 1704)
green-dot (286, 2318, 297, 2329)
row-label: 5. Date & Time of availability of bid document in the portal (1097, 2089, 1260, 2116)
portrait-shoulders (1357, 296, 1449, 377)
baba-portrait-photo (438, 2130, 482, 2186)
cyan-dot (993, 2318, 1004, 2329)
date-line: ଶୁକ୍ରବାର, ୨୪ ସେପ୍ଟେମ୍ବର, ୨୦୨୦ (18, 92, 188, 107)
green-dot (1021, 2318, 1032, 2329)
row-label: 1. Name of work (1097, 1222, 1175, 1234)
balasore-heading2: OFFICE OF THE SUPERINTENDING ENGINEER, (1140, 1946, 1412, 1960)
blue-dot (642, 2318, 653, 2329)
photo-ground (639, 1377, 1038, 1447)
kaniha-body: In view of the ambiguity arised due to proposal of the date of submission and date of opening of the Bid document vide Corrigendum No. 1760 Dt.14.09.2020 the tender committee is hereby recommended to extend the date of submission of the Bid on Dt.29.09.2020 from 10.00 A.M. to 11.00 A.M. and the opening of the tender paper will be made on Dt.29.09.2020 at 11.30 A.M. The bidder who have submitted their Bid on 24.09.2020 from 10.00 A.M. to 1.00 P.M. through the Tender Box No. 01/2020-21 placed in the Office of the BDO, Kaniha need not to submit fresh Bid again. The extension is being made to provide the adequate opportunity to the bidder who have purchased the Bid documents on or after the date of Corrigendum No.1760 Dt.14.09.2020 with a confusion to submit the Bid on Dt.25.09.2020 as specified in the Bid documents Page No.- 3, Sl. No.- 04 & Page No.- 06, Sl. No.- 03. (1098, 888, 1454, 1098)
row-value: : 09 (Nine) calendar months to 11 (Eleven) calendar months (1290, 1268, 1455, 1296)
row-value: : Rs.216.44 lakh to Rs.369.71 lakh (1290, 2058, 1455, 2072)
angul-heading3: ANGUL MUNICIPALITY OFFICE, ANGUL (1148, 1562, 1404, 1577)
keonjhar-email: e-mail:sekcpwd_keonjhar@yahoo.com (1185, 1193, 1367, 1205)
color-bar (965, 2316, 1035, 2334)
phone-row (18, 1869, 200, 1886)
keonjhar-sign1: Sd/- A.N. Das, Superintending Engineer, (1246, 1445, 1455, 1458)
bda-title: INVITATIONS FOR BIDS (IFB) (216, 1247, 424, 1264)
covid-protocol-body: ଭୁବନେଶ୍ୱର, ୨୪।୯ (ବ୍ୟୁରୋ):- ସରକାରୀ କାର୍ଯ୍ୟାଳୟରେ କାର୍ଯ୍ୟରତ ଅଧିକାରୀ ଓ କର୍ମଚାରୀମାନେ କୋଭିଡ୍ ପ୍ରୋଟୋକଲ କଡ଼ାକଡ଼ି ପାଳନ କରିବାକୁ ସାଧାରଣ ପ୍ରଶାସନ ବିଭାଗ ନିର୍ଦ୍ଦେଶ ଦେଇଛି। କାର୍ଯ୍ୟାଳୟ ପରିସରରେ ମାସ୍କ ବ୍ୟବହାର, ସାମାଜିକ ଦୂରତା ପାଳନ ଏବଂ ବାରମ୍ବାର ହାତ ସାନିଟାଇଜ୍ କରିବା ବାଧ୍ୟତାମୂଳକ କରାଯାଇଛି। ଲକ୍ଷଣ ଦେଖାଦେଲେ ତୁରନ୍ତ ପରୀକ୍ଷା କରାଇ ରିପୋର୍ଟ ନ ଆସିବା ପର୍ଯ୍ୟନ୍ତ କାର୍ଯ୍ୟାଳୟକୁ ନ ଆସିବାକୁ କୁହାଯାଇଛି। ନିର୍ଦ୍ଦେଶ ଉଲ୍ଲଂଘନ କଲେ କାର୍ଯ୍ୟାନୁଷ୍ଠାନ ଗ୍ରହଣ କରାଯିବ ବୋଲି ବିଭାଗ ସ୍ପଷ୍ଟ କରିଛି। ବୈଠକଗୁଡ଼ିକ ଯଥାସମ୍ଭବ ଭିଡିଓ କନଫରେନ୍ସ ଜରିଆରେ କରିବାକୁ ପରାମର୍ଶ ଦିଆଯାଇଛି। (1086, 627, 1466, 755)
bda-bid-no: Bid Identification No. ENG-IV Est-20/2014 (Vol-III)/572 (19, 1232, 295, 1244)
cell-cost: 11,81,920.00 (277, 1358, 369, 1399)
row-label: 3. Amount put to Tender (1097, 2057, 1210, 2070)
color-bar (1340, 2316, 1410, 2334)
logo-odia-text: ଧରିତ୍ରୀ (18, 5, 200, 70)
table-row (1097, 1716, 1456, 1747)
crime-scene-photo (638, 956, 1038, 1448)
ridhi-phone1: 9310078574 (255, 1896, 383, 1922)
cell-num: 5. (1097, 1716, 1115, 1747)
appointment-headline: ବରଦା ପ୍ରସନ୍ନ ଦାସ ସୂଚନା ଓ ଲୋକ ସମ୍ପର୍କ ବିଭାଗ ଅତିରିକ୍ତ ନିର୍ଦ୍ଦେଶକ (1086, 141, 1418, 198)
angul-footer: Further details can be seen from the e-procurement portal https://tendersodisha.gov.in. (1096, 1798, 1456, 1824)
tariff-value-row (35, 1704, 606, 1725)
balasore-item9: 9. The bidders have to participate in ONLINE bidding only. Further details can be seen from the e-procurement portal “http://tendersodisha.gov.in”. All future corrigendum will be available on ONLINE mode only. (1097, 2195, 1455, 2235)
bullet-square-icon (452, 296, 461, 305)
price-cell: 8,000.00 (236, 1704, 303, 1725)
keonjhar-footer: Further details can be seen from the e-procurement portal “http://tendersodisha.gov.in” (1097, 1417, 1455, 1444)
